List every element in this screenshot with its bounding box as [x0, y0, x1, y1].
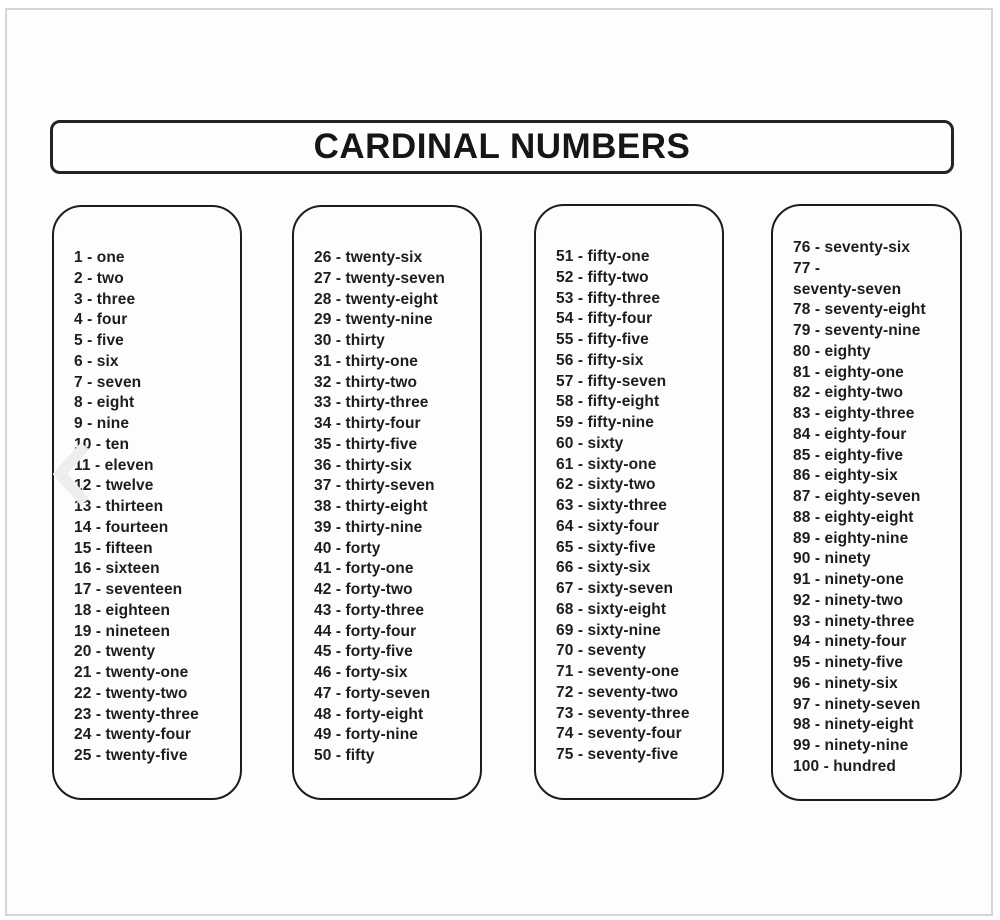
number-line: 88 - eighty-eight [793, 508, 914, 526]
number-line: 99 - ninety-nine [793, 737, 909, 754]
number-column-3 [534, 204, 724, 800]
number-line: 3 - three [74, 290, 136, 308]
number-line: 80 - eighty [793, 342, 871, 360]
number-line: 25 - twenty-five [74, 747, 188, 764]
number-line: 22 - twenty-two [74, 684, 188, 702]
number-line: 52 - fifty-two [556, 268, 649, 286]
number-line: 27 - twenty-seven [314, 269, 445, 287]
number-line: 93 - ninety-three [793, 612, 915, 630]
number-line: 71 - seventy-one [556, 663, 680, 680]
number-line: 62 - sixty-two [556, 476, 656, 494]
number-line: 49 - forty-nine [314, 726, 418, 744]
number-line: 85 - eighty-five [793, 446, 904, 464]
number-line: 77 - [793, 259, 821, 277]
number-line: 11 - eleven [74, 456, 154, 474]
number-line: 38 - thirty-eight [314, 498, 428, 515]
number-line: 53 - fifty-three [556, 289, 661, 307]
number-line: 65 - sixty-five [556, 538, 656, 556]
number-line: 19 - nineteen [74, 622, 171, 640]
number-line: 16 - sixteen [74, 560, 160, 578]
number-line: 50 - fifty [314, 747, 375, 764]
number-line: 54 - fifty-four [556, 310, 653, 328]
number-line: 46 - forty-six [314, 664, 408, 681]
number-line: 66 - sixty-six [556, 559, 651, 577]
number-line: 23 - twenty-three [74, 705, 199, 723]
number-line: 34 - thirty-four [314, 415, 421, 432]
number-line: 74 - seventy-four [556, 725, 682, 743]
number-line: 33 - thirty-three [314, 394, 429, 412]
number-line: 26 - twenty-six [314, 249, 423, 266]
number-line: 72 - seventy-two [556, 683, 679, 701]
number-line: 29 - twenty-nine [314, 311, 433, 329]
number-line: 41 - forty-one [314, 560, 414, 578]
number-line: 18 - eighteen [74, 601, 171, 619]
number-line: 20 - twenty [74, 643, 156, 661]
number-line: 45 - forty-five [314, 643, 413, 661]
number-line: 35 - thirty-five [314, 435, 418, 453]
number-line: 98 - ninety-eight [793, 716, 914, 734]
number-line: 81 - eighty-one [793, 363, 904, 381]
number-line: 40 - forty [314, 539, 381, 557]
number-line: 57 - fifty-seven [556, 372, 667, 390]
number-line: 10 - ten [74, 435, 130, 453]
page-title: CARDINAL NUMBERS [313, 127, 691, 166]
number-line: 68 - sixty-eight [556, 600, 667, 618]
number-line: 82 - eighty-two [793, 384, 904, 402]
number-line: 37 - thirty-seven [314, 477, 435, 495]
number-line: 13 - thirteen [74, 498, 164, 515]
number-line: 14 - fourteen [74, 518, 169, 536]
number-line: 15 - fifteen [74, 539, 153, 557]
number-line: 90 - ninety [793, 550, 871, 568]
number-line: 28 - twenty-eight [314, 290, 438, 308]
number-line: 83 - eighty-three [793, 405, 915, 422]
number-column-2 [292, 205, 482, 800]
number-line: 75 - seventy-five [556, 746, 679, 763]
number-line: 73 - seventy-three [556, 704, 690, 722]
number-line: 87 - eighty-seven [793, 488, 921, 505]
number-line: 69 - sixty-nine [556, 621, 661, 639]
number-line: 64 - sixty-four [556, 517, 660, 535]
number-line: 79 - seventy-nine [793, 322, 921, 339]
number-line: 70 - seventy [556, 642, 646, 660]
number-line: 17 - seventeen [74, 581, 183, 598]
number-line: 36 - thirty-six [314, 456, 412, 474]
number-line: 58 - fifty-eight [556, 393, 660, 411]
number-line: 47 - forty-seven [314, 684, 431, 702]
number-line: 43 - forty-three [314, 601, 425, 619]
number-line: 48 - forty-eight [314, 705, 424, 723]
number-line: 56 - fifty-six [556, 351, 644, 369]
number-line: 7 - seven [74, 373, 142, 391]
number-line: 30 - thirty [314, 332, 385, 349]
number-line: 32 - thirty-two [314, 373, 418, 391]
number-line: 61 - sixty-one [556, 455, 657, 473]
number-column-4 [771, 204, 962, 801]
carousel-prev-button[interactable] [42, 430, 98, 514]
number-line: 97 - ninety-seven [793, 695, 921, 713]
number-line: 89 - eighty-nine [793, 529, 909, 547]
number-line: 9 - nine [74, 415, 130, 432]
number-line: 63 - sixty-three [556, 497, 668, 514]
chevron-left-icon [42, 430, 98, 514]
number-line: 31 - thirty-one [314, 352, 418, 370]
number-line: 59 - fifty-nine [556, 414, 654, 431]
number-line: 12 - twelve [74, 477, 154, 495]
number-line: 78 - seventy-eight [793, 301, 926, 319]
worksheet-card [5, 8, 993, 916]
number-line: 76 - seventy-six [793, 239, 911, 256]
number-line: 21 - twenty-one [74, 664, 189, 681]
number-line: 94 - ninety-four [793, 633, 907, 651]
number-line: 92 - ninety-two [793, 591, 904, 609]
number-line: 5 - five [74, 332, 124, 349]
number-line: 67 - sixty-seven [556, 580, 674, 597]
number-line: 60 - sixty [556, 434, 624, 452]
number-line: 39 - thirty-nine [314, 518, 423, 536]
number-line: 91 - ninety-one [793, 571, 904, 588]
number-line: 86 - eighty-six [793, 467, 898, 485]
number-line: seventy-seven [793, 280, 902, 298]
number-line: 84 - eighty-four [793, 425, 907, 443]
number-line: 100 - hundred [793, 757, 896, 775]
number-line: 42 - forty-two [314, 581, 413, 598]
number-line: 1 - one [74, 249, 125, 266]
number-line: 96 - ninety-six [793, 674, 898, 692]
number-line: 51 - fifty-one [556, 248, 650, 265]
number-line: 2 - two [74, 269, 124, 287]
number-line: 4 - four [74, 311, 128, 329]
number-line: 6 - six [74, 352, 119, 370]
title-box [50, 120, 954, 174]
number-line: 44 - forty-four [314, 622, 417, 640]
number-line: 55 - fifty-five [556, 331, 649, 348]
number-line: 8 - eight [74, 394, 135, 412]
number-line: 95 - ninety-five [793, 654, 904, 671]
number-line: 24 - twenty-four [74, 726, 191, 744]
